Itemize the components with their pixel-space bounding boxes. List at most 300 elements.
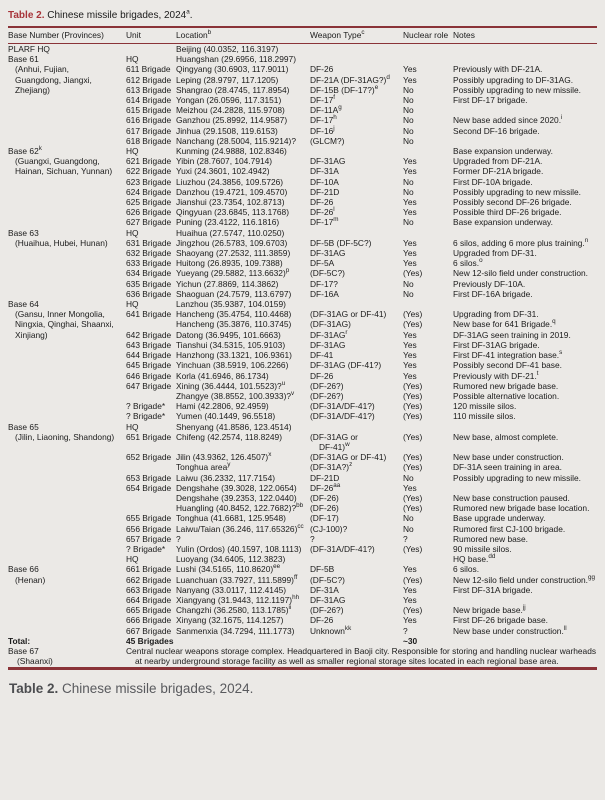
table-row: [8, 75, 597, 85]
cell-base: [8, 626, 126, 636]
cell-nuclear-role: No: [403, 105, 414, 116]
col-header-location: Location$^b$: [176, 27, 310, 44]
cell-weapon: [310, 54, 403, 64]
cell-nuclear-role: No: [403, 472, 414, 483]
cell-weapon: [310, 636, 403, 646]
col-header-notes: Notes: [453, 27, 597, 44]
cell-notes: Possible alternative location.: [453, 390, 560, 401]
cell-location: Kunming (24.9888, 102.8346): [176, 146, 287, 157]
cell-location: Shenyang (41.8586, 123.4514): [176, 421, 292, 432]
cell-location: Sanmenxia (34.7294, 111.1773): [176, 625, 295, 636]
cell-weapon: DF-31AG (DF-41?): [310, 360, 382, 371]
table-row: [8, 64, 597, 74]
cell-location: Luanchuan (33.7927, 111.5899)$^{ff}$: [176, 573, 298, 585]
cell-location: Zhangye (38.8552, 100.3933)?$^v$: [176, 390, 295, 401]
cell-nuclear-role: Yes: [403, 237, 417, 248]
cell-base: [8, 126, 126, 136]
cell-nuclear-role: Yes: [403, 64, 417, 75]
cell-notes: First DF-16A brigade.: [453, 288, 533, 299]
cell-base: Ningxia, Qinghai, Shaanxi,: [15, 319, 114, 330]
cell-base: Base 62$^k$: [8, 145, 42, 157]
cell-notes: Upgrading from DF-31.: [453, 309, 539, 320]
cell-unit: 633 Brigade: [126, 258, 172, 269]
col-header-weapon: Weapon Type$^c$: [310, 27, 403, 44]
cell-nuclear-role: ?: [403, 533, 408, 544]
col-header-base: Base Number (Provinces): [8, 27, 126, 44]
cell-unit: 634 Brigade: [126, 268, 172, 279]
table-row: [8, 95, 597, 105]
cell-notes: New 12-silo field under construction.: [453, 268, 588, 279]
cell-notes: Possibly upgrading to new missile.: [453, 472, 582, 483]
cell-location: Beijing (40.0352, 116.3197): [176, 44, 279, 54]
cell-base: [8, 554, 126, 564]
cell-notes: New base under construction.: [453, 452, 564, 463]
cell-base: [8, 95, 126, 105]
cell-base: Base 65: [8, 421, 39, 432]
table-row: [8, 340, 597, 350]
table-row: [8, 411, 597, 421]
cell-notes: Rumored new brigade base location.: [453, 503, 590, 514]
cell-nuclear-role: No: [403, 135, 414, 146]
cell-unit: 612 Brigade: [126, 74, 172, 85]
table-row: [8, 268, 597, 278]
cell-unit: 666 Brigade: [126, 615, 172, 626]
cell-nuclear-role: [403, 146, 453, 156]
cell-notes: First DF-10A brigade.: [453, 176, 533, 187]
table-row: [8, 554, 597, 564]
cell-unit: 636 Brigade: [126, 288, 172, 299]
cell-unit: 625 Brigade: [126, 197, 172, 208]
cell-unit: HQ: [126, 421, 139, 432]
cell-unit: 618 Brigade: [126, 135, 172, 146]
table-row: [8, 279, 597, 289]
cell-base: [8, 350, 126, 360]
cell-nuclear-role: (Yes): [403, 452, 423, 463]
cell-notes: DF-31A seen training in area.: [453, 462, 562, 473]
cell-weapon: (DF-31AG or DF-41): [310, 309, 387, 320]
cell-unit: 653 Brigade: [126, 472, 172, 483]
table-row: [8, 462, 597, 472]
cell-location: Hanzhong (33.1321, 106.9361): [176, 350, 292, 361]
cell-nuclear-role: Yes: [403, 207, 417, 218]
cell-base: [8, 360, 126, 370]
cell-weapon: DF-31A: [310, 166, 339, 177]
table-row: [8, 646, 597, 666]
cell-unit: [126, 462, 176, 472]
cell-weapon: DF-16$^j$: [310, 124, 335, 136]
cell-location: Huaihua (27.5747, 110.0250): [176, 227, 285, 238]
figure-caption: [9, 681, 597, 696]
cell-location: Yulin (Ordos) (40.1597, 108.1113): [176, 543, 302, 554]
cell-location: Shangrao (28.4745, 117.8954): [176, 84, 290, 95]
table-row: [8, 422, 597, 432]
cell-location: Jilin (43.9362, 126.4507)$^x$: [176, 451, 272, 463]
cell-base: [8, 381, 126, 391]
table-row: [8, 585, 597, 595]
cell-weapon: (DF-26?): [310, 605, 344, 616]
cell-weapon: DF-21A (DF-31AG?)$^d$: [310, 73, 390, 85]
cell-unit: 626 Brigade: [126, 207, 172, 218]
cell-notes: 6 silos, adding 6 more plus training.$^n$: [453, 237, 589, 248]
cell-location: Laiwu (36.2332, 117.7154): [176, 472, 276, 483]
cell-notes: New base for 641 Brigade.$^q$: [453, 318, 556, 330]
cell-nuclear-role: [403, 422, 453, 432]
cell-nuclear-role: Yes: [403, 156, 417, 167]
cell-base: [8, 605, 126, 615]
table-row: [8, 309, 597, 319]
cell-notes: Second DF-16 brigade.: [453, 125, 540, 136]
cell-notes: Upgraded from DF-21A.: [453, 156, 543, 167]
cell-base: Base 67 (Shaanxi): [8, 645, 53, 667]
cell-location: Lushi (34.5165, 110.8620)$^{ee}$: [176, 563, 281, 575]
cell-notes: First DF-17 brigade.: [453, 95, 528, 106]
cell-base: (Jilin, Liaoning, Shandong): [15, 431, 115, 442]
cell-base: [8, 483, 126, 493]
cell-notes: [453, 483, 597, 493]
cell-unit: 621 Brigade: [126, 156, 172, 167]
table-row: [8, 330, 597, 340]
cell-unit: HQ: [126, 54, 139, 65]
cell-weapon: DF-5B (DF-5C?): [310, 237, 372, 248]
cell-notes: Upgraded from DF-31.: [453, 248, 537, 259]
cell-nuclear-role: (Yes): [403, 574, 423, 585]
cell-location: Yuxi (24.3601, 102.4942): [176, 166, 270, 177]
cell-weapon: DF-17$^f$: [310, 94, 336, 106]
cell-nuclear-role: No: [403, 176, 414, 187]
cell-nuclear-role: (Yes): [403, 319, 423, 330]
cell-weapon: DF-10A: [310, 176, 339, 187]
missile-brigades-table: [8, 26, 597, 666]
cell-location: Xiangyang (31.9443, 112.1197)$^{hh}$: [176, 594, 300, 605]
cell-location: Xining (36.4444, 101.5523)?$^u$: [176, 379, 286, 391]
cell-location: Chifeng (42.2574, 118.8249): [176, 431, 283, 442]
table-row: [8, 258, 597, 268]
cell-location: Qingyang (30.6903, 117.9011): [176, 64, 289, 75]
cell-weapon: DF-41: [310, 350, 334, 361]
cell-weapon: (DF-5C?): [310, 574, 345, 585]
cell-notes: First DF-26 brigade base.: [453, 615, 548, 626]
cell-nuclear-role: Yes: [403, 258, 417, 269]
cell-nuclear-role: Yes: [403, 74, 417, 85]
cell-base: [8, 258, 126, 268]
table-row: [8, 524, 597, 534]
table-row: [8, 289, 597, 299]
cell-location: Luoyang (34.6405, 112.3823): [176, 554, 286, 565]
cell-weapon: (DF-31A/DF-41?): [310, 411, 375, 422]
cell-unit: 642 Brigade: [126, 329, 172, 340]
cell-base: (Huaihua, Hubei, Hunan): [15, 237, 108, 248]
cell-notes: Previously with DF-21.$^t$: [453, 369, 539, 381]
table-row: [8, 319, 597, 329]
table-row: [8, 615, 597, 625]
cell-base: PLARF HQ: [8, 44, 50, 54]
cell-location: Jianshui (23.7354, 102.8713): [176, 197, 285, 208]
cell-nuclear-role: No: [403, 115, 414, 126]
cell-weapon: [310, 228, 403, 238]
cell-notes: New 12-silo field under construction.$^{gg}$: [453, 573, 596, 585]
cell-weapon: (DF-17): [310, 513, 339, 524]
cell-weapon: DF-26: [310, 615, 334, 626]
cell-weapon: DF-5A: [310, 258, 335, 269]
cell-base: [8, 544, 126, 554]
cell-weapon: DF-26$^l$: [310, 206, 335, 218]
cell-nuclear-role: No: [403, 84, 414, 95]
cell-base: [8, 524, 126, 534]
cell-location: Yinchuan (38.5919, 106.2266): [176, 360, 289, 371]
cell-base: Base 64: [8, 299, 39, 310]
table-bottom-rule: [8, 667, 597, 670]
table-title-label: Table 2.: [8, 10, 45, 21]
cell-location: Huangshan (29.6956, 118.2997): [176, 54, 296, 65]
cell-nuclear-role: No: [403, 513, 414, 524]
cell-unit: [126, 44, 176, 55]
cell-unit: HQ: [126, 299, 139, 310]
cell-location: Changzhi (36.2580, 113.1785)$^{ii}$: [176, 604, 292, 616]
table-row: [8, 534, 597, 544]
cell-weapon: [310, 146, 403, 156]
cell-weapon: (DF-31AG): [310, 319, 351, 330]
table-row: [8, 350, 597, 360]
cell-nuclear-role: (Yes): [403, 411, 423, 422]
cell-unit: 664 Brigade: [126, 594, 172, 605]
table-row: [8, 371, 597, 381]
cell-base: [8, 473, 126, 483]
figure-caption-text: Chinese missile brigades, 2024.: [58, 681, 254, 697]
cell-unit: 617 Brigade: [126, 125, 172, 136]
cell-base: [8, 248, 126, 258]
cell-unit: 654 Brigade: [126, 482, 172, 493]
cell-base: [8, 187, 126, 197]
cell-nuclear-role: No: [403, 217, 414, 228]
cell-location: Yichun (27.8869, 114.3862): [176, 278, 279, 289]
cell-unit: 651 Brigade: [126, 431, 172, 442]
cell-weapon: DF-26: [310, 64, 334, 75]
cell-base: [8, 115, 126, 125]
cell-base: [8, 391, 126, 401]
cell-base: Hainan, Sichuan, Yunnan): [15, 166, 113, 177]
cell-notes: New base added since 2020.$^i$: [453, 114, 563, 126]
cell-unit: 613 Brigade: [126, 84, 172, 95]
table-row: [8, 626, 597, 636]
table-row: [8, 483, 597, 493]
cell-base: Xinjiang): [15, 329, 48, 340]
table-row: [8, 115, 597, 125]
cell-base: Total:: [8, 635, 31, 646]
cell-nuclear-role: [403, 54, 453, 64]
table-row: [8, 575, 597, 585]
table-row: [8, 217, 597, 227]
cell-weapon: DF-5B: [310, 564, 335, 575]
cell-unit: 635 Brigade: [126, 278, 172, 289]
cell-notes: Possible third DF-26 brigade.: [453, 207, 562, 218]
cell-weapon: DF-17?: [310, 278, 338, 289]
cell-nuclear-role: [403, 228, 453, 238]
cell-weapon: (DF-26?): [310, 380, 344, 391]
cell-location: [176, 636, 310, 646]
cell-base: [8, 452, 126, 462]
cell-unit: 646 Brigade: [126, 370, 172, 381]
table-row: [8, 636, 597, 646]
cell-unit: 631 Brigade: [126, 237, 172, 248]
cell-location: Tonghua (41.6681, 125.9548): [176, 513, 286, 524]
cell-location: Dengshahe (39.2353, 122.0440): [176, 492, 297, 503]
cell-location: Huitong (26.8935, 109.7388): [176, 258, 283, 269]
cell-base: [8, 585, 126, 595]
cell-weapon: (CJ-100)?: [310, 523, 348, 534]
cell-base: [8, 493, 126, 503]
cell-nuclear-role: Yes: [403, 615, 417, 626]
cell-base: [8, 595, 126, 605]
cell-location: Hancheng (35.3876, 110.3745): [176, 319, 292, 330]
cell-notes: [453, 44, 597, 55]
cell-notes: Previously with DF-21A.: [453, 64, 543, 75]
cell-weapon: DF-31AG: [310, 248, 346, 259]
cell-unit: [126, 503, 176, 513]
cell-unit: 655 Brigade: [126, 513, 172, 524]
cell-nuclear-role: No: [403, 95, 414, 106]
cell-weapon: (DF-31A/DF-41?): [310, 401, 375, 412]
cell-location: Lanzhou (35.9387, 104.0159): [176, 299, 286, 310]
cell-nuclear-role: No: [403, 125, 414, 136]
cell-base: Base 66: [8, 564, 39, 575]
cell-notes: [453, 299, 597, 309]
cell-unit: ? Brigade*: [126, 543, 166, 554]
cell-weapon: DF-16A: [310, 288, 339, 299]
cell-nuclear-role: (Yes): [403, 401, 423, 412]
table-row: [8, 187, 597, 197]
cell-unit: 45 Brigades: [126, 635, 174, 646]
cell-nuclear-role: Yes: [403, 339, 417, 350]
cell-weapon: $DF-31AG^r$: [310, 328, 348, 340]
cell-nuclear-role: Yes: [403, 370, 417, 381]
cell-location: Tonghua area$^y$: [176, 461, 231, 473]
col-header-nuclear: Nuclear role: [403, 27, 453, 44]
cell-notes: Former DF-21A brigade.: [453, 166, 544, 177]
cell-unit: [126, 319, 176, 329]
cell-weapon: DF-31A: [310, 584, 339, 595]
cell-notes: First DF-31AG brigade.: [453, 339, 540, 350]
cell-location: Danzhou (19.4721, 109.4570): [176, 186, 288, 197]
cell-weapon: $DF-11A^g$: [310, 104, 342, 116]
cell-notes: Possibly second DF-26 brigade.: [453, 197, 572, 208]
cell-weapon: DF-31AG: [310, 339, 346, 350]
cell-base: [8, 197, 126, 207]
cell-notes: [453, 228, 597, 238]
cell-nuclear-role: (Yes): [403, 390, 423, 401]
cell-weapon: DF-26: [310, 370, 334, 381]
cell-unit: [126, 391, 176, 401]
cell-location: Datong (36.9495, 101.6663): [176, 329, 281, 340]
cell-notes: New base, almost complete.: [453, 431, 559, 442]
cell-location: Jinhua (29.1508, 119.6153): [176, 125, 278, 136]
cell-nuclear-role: Yes: [403, 360, 417, 371]
table-row: [8, 126, 597, 136]
cell-nuclear-role: No: [403, 288, 414, 299]
cell-unit: 644 Brigade: [126, 350, 172, 361]
cell-weapon: (GLCM?): [310, 135, 345, 146]
cell-weapon: (DF-26): [310, 503, 339, 514]
cell-base: (Guangxi, Guangdong,: [15, 156, 100, 167]
cell-unit: ? Brigade*: [126, 401, 166, 412]
table-header-row: [8, 27, 597, 44]
cell-nuclear-role: (Yes): [403, 503, 423, 514]
cell-notes: New base construction paused.: [453, 492, 570, 503]
cell-nuclear-role: (Yes): [403, 492, 423, 503]
cell-notes: Base expansion underway.: [453, 146, 553, 157]
cell-base: [8, 268, 126, 278]
cell-nuclear-role: (Yes): [403, 605, 423, 616]
cell-unit: 632 Brigade: [126, 248, 172, 259]
table-row: [8, 564, 597, 574]
table-row: [8, 136, 597, 146]
cell-location: Nanchang (28.5004, 115.9214)?: [176, 135, 296, 146]
cell-location: Liuzhou (24.3856, 109.5726): [176, 176, 284, 187]
table-row: [8, 207, 597, 217]
cell-unit: 652 Brigade: [126, 452, 172, 463]
col-header-unit: Unit: [126, 27, 176, 44]
table-body: [8, 44, 597, 667]
cell-weapon: Unknown$^{kk}$: [310, 624, 352, 636]
cell-location: Yueyang (29.5882, 113.6632)$^p$: [176, 267, 290, 279]
table-row: [8, 85, 597, 95]
cell-weapon: (DF-31A?)$^z$: [310, 461, 353, 473]
cell-location: Qingyuan (23.6845, 113.1768): [176, 207, 289, 218]
cell-base: [8, 411, 126, 421]
cell-weapon: (DF-5C?): [310, 268, 345, 279]
cell-base: Zhejiang): [15, 84, 50, 95]
cell-unit: HQ: [126, 146, 139, 157]
table-header: [8, 27, 597, 44]
cell-nuclear-role: (Yes): [403, 268, 423, 279]
cell-unit: [126, 493, 176, 503]
cell-nuclear-role: (Yes): [403, 309, 423, 320]
figure-caption-label: Table 2.: [9, 681, 59, 697]
cell-location: Nanyang (33.0117, 112.4145): [176, 584, 287, 595]
cell-base: [8, 207, 126, 217]
cell-weapon: DF-21D: [310, 186, 340, 197]
cell-unit: 667 Brigade: [126, 625, 172, 636]
cell-location: Jingzhou (26.5783, 109.6703): [176, 237, 288, 248]
cell-unit: ? Brigade*: [126, 411, 166, 422]
table-row: [8, 401, 597, 411]
cell-base: [8, 289, 126, 299]
cell-unit: 662 Brigade: [126, 574, 172, 585]
cell-nuclear-role: (Yes): [403, 462, 423, 473]
cell-weapon: DF-21D: [310, 472, 340, 483]
cell-weapon: (DF-31AG or DF-41)$^w$: [310, 431, 358, 452]
cell-base: (Henan): [15, 574, 46, 585]
table-row: [8, 381, 597, 391]
cell-weapon: [310, 422, 403, 432]
cell-unit: 656 Brigade: [126, 523, 172, 534]
cell-base: [8, 340, 126, 350]
table-row: [8, 54, 597, 64]
cell-location: Puning (23.4122, 116.1816): [176, 217, 280, 228]
cell-base: [8, 462, 126, 472]
cell-unit: 611 Brigade: [126, 64, 171, 75]
cell-unit: 643 Brigade: [126, 339, 172, 350]
table-row: [8, 299, 597, 309]
cell-nuclear-role: Yes: [403, 248, 417, 259]
cell-base: [8, 503, 126, 513]
cell-location: Laiwu/Taian (36.246, 117.65326)$^{cc}$: [176, 522, 304, 534]
cell-weapon: $DF-26^{aa}$: [310, 481, 341, 493]
cell-notes: Rumored first CJ-100 brigade.: [453, 523, 566, 534]
cell-weapon: [310, 44, 403, 55]
cell-weapon: (DF-31A/DF-41?): [310, 543, 375, 554]
cell-unit: HQ: [126, 227, 139, 238]
cell-notes: Rumored new base.: [453, 533, 528, 544]
